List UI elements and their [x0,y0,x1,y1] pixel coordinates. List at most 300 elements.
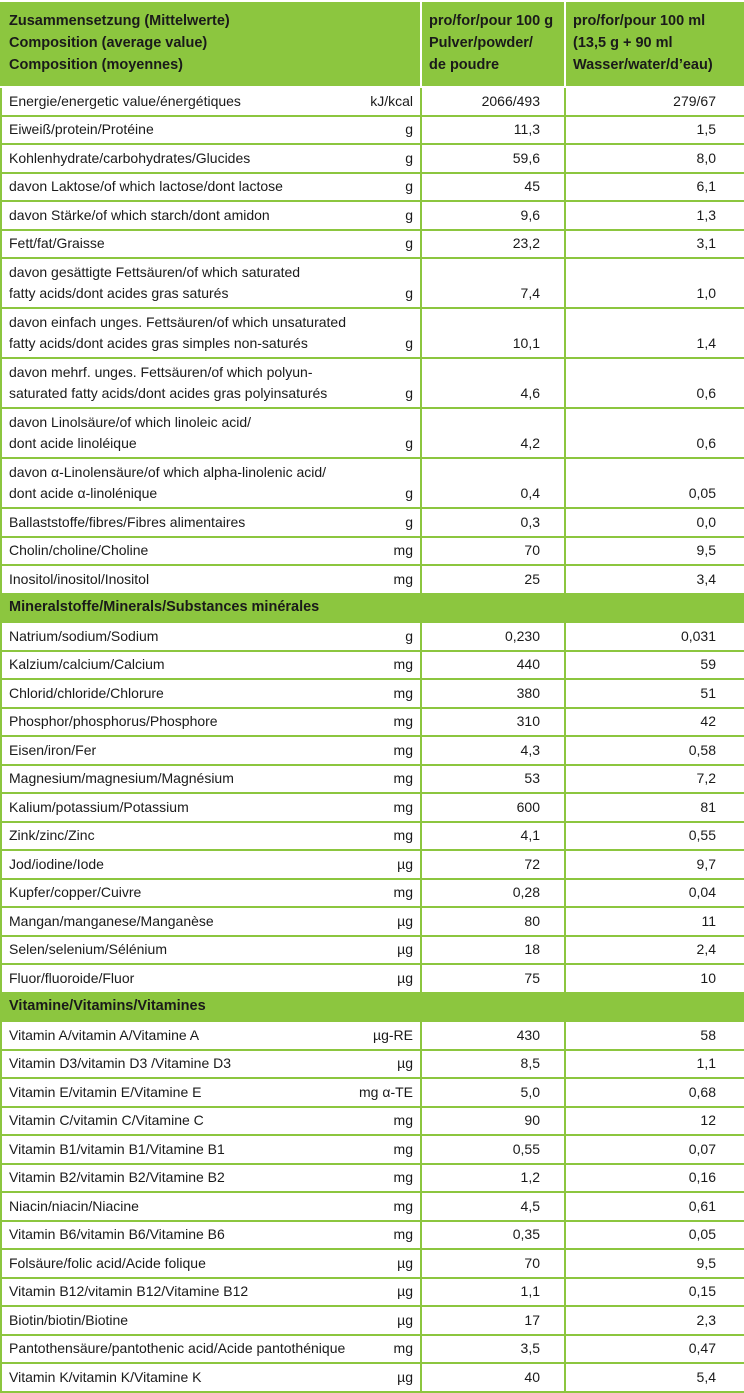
value-per-100g: 0,4 [421,458,565,508]
nutrient-cell [1,708,421,737]
table-row [1,1278,744,1307]
table-row [1,907,744,936]
nutrient-name [9,1253,391,1274]
nutrient-name [9,462,399,504]
nutrient-unit: µg [397,1368,413,1385]
value-per-100g: 25 [421,565,565,594]
nutrient-cell [1,201,421,230]
value-per-100g: 9,6 [421,201,565,230]
nutrient-label [9,768,413,789]
header-composition-line: Composition (average value) [9,35,208,51]
value-per-100ml: 0,47 [565,1335,744,1364]
table-row [1,736,744,765]
nutrient-unit: g [405,206,413,223]
nutrient-label [9,1310,413,1331]
nutrient-label [9,205,413,226]
value-per-100ml: 1,3 [565,201,744,230]
nutrient-name-line: davon einfach unges. Fettsäuren/of which unsaturated [9,314,346,330]
nutrient-label [9,683,413,704]
value-per-100g: 5,0 [421,1078,565,1107]
nutrient-name-line: davon α-Linolensäure/of which alpha-linolenic acid/ [9,464,327,480]
nutrient-name [9,626,399,647]
nutrient-name [9,1196,388,1217]
nutrient-unit: g [405,485,413,501]
nutrient-label [9,854,413,875]
value-per-100ml: 0,68 [565,1078,744,1107]
nutrient-label [9,711,413,732]
nutrient-label [9,1253,413,1274]
nutrient-cell [1,1164,421,1193]
table-row [1,258,744,308]
nutrient-label [9,1139,413,1160]
nutrient-unit: g [405,335,413,351]
nutrient-label [9,412,413,454]
nutrient-name-line: davon Stärke/of which starch/dont amidon [9,206,270,223]
value-per-100g: 2066/493 [421,87,565,116]
value-per-100ml: 0,0 [565,508,744,537]
value-per-100ml: 0,16 [565,1164,744,1193]
nutrient-unit: g [405,435,413,451]
value-per-100ml: 3,4 [565,565,744,594]
table-row [1,1164,744,1193]
nutrient-name [9,569,388,590]
value-per-100ml: 1,0 [565,258,744,308]
table-row [1,679,744,708]
nutrient-label [9,1281,413,1302]
nutrient-name-line: Natrium/sodium/Sodium [9,627,159,644]
value-per-100ml: 81 [565,793,744,822]
value-per-100g: 4,1 [421,822,565,851]
table-row [1,1221,744,1250]
table-row [1,408,744,458]
nutrient-name-line: Niacin/niacin/Niacine [9,1197,139,1214]
value-per-100ml: 279/67 [565,87,744,116]
nutrient-unit: mg [393,542,413,558]
nutrient-name [9,176,399,197]
value-per-100g: 4,5 [421,1192,565,1221]
value-per-100g: 380 [421,679,565,708]
nutrient-label [9,797,413,818]
nutrient-cell [1,87,421,116]
nutrient-unit: kJ/kcal [370,92,413,109]
nutrient-unit: µg [397,1254,413,1271]
value-per-100g: 40 [421,1363,565,1392]
value-per-100ml: 2,3 [565,1306,744,1335]
nutrient-cell [1,508,421,537]
value-per-100g: 11,3 [421,116,565,145]
table-row [1,708,744,737]
table-row [1,1306,744,1335]
nutrient-name-line: Kupfer/copper/Cuivre [9,884,142,900]
nutrient-name [9,911,391,932]
nutrient-name-line: Kalium/potassium/Potassium [9,798,189,815]
nutrient-name-line: Jod/iodine/Iode [9,855,104,872]
value-per-100g: 4,6 [421,358,565,408]
nutrient-name-line: dont acide linoléique [9,435,137,451]
nutrient-name [9,233,399,254]
nutrient-label [9,1053,413,1074]
nutrient-cell [1,458,421,508]
nutrient-label [9,1224,413,1245]
value-per-100ml: 0,6 [565,358,744,408]
nutrient-name [9,205,399,226]
nutrient-cell [1,408,421,458]
nutrient-unit: mg [393,1226,413,1242]
nutrient-name-line: Magnesium/magnesium/Magnésium [9,770,234,786]
nutrient-name-line: dont acide α-linolénique [9,485,158,501]
nutrient-name-line: davon Linolsäure/of which linoleic acid/ [9,414,252,430]
nutrient-cell [1,850,421,879]
value-per-100ml: 8,0 [565,144,744,173]
nutrient-cell [1,116,421,145]
table-row [1,173,744,202]
table-row [1,850,744,879]
value-per-100g: 310 [421,708,565,737]
value-per-100g: 80 [421,907,565,936]
nutrient-unit: g [405,513,413,530]
nutrient-unit: mg [393,570,413,587]
nutrient-name-line: Vitamin A/vitamin A/Vitamine A [9,1026,200,1043]
nutrient-unit: mg [393,1169,413,1185]
nutrient-name [9,854,391,875]
nutrient-name [9,119,399,140]
value-per-100g: 53 [421,765,565,794]
value-per-100ml: 7,2 [565,765,744,794]
nutrient-name-line: Fett/fat/Graisse [9,235,105,251]
nutrient-unit: µg [397,1311,413,1328]
nutrient-cell [1,1249,421,1278]
value-per-100ml: 6,1 [565,173,744,202]
nutrient-name [9,683,388,704]
nutrient-unit: mg [393,1197,413,1214]
table-header-row [1,1,744,87]
nutrient-unit: µg [397,855,413,872]
nutrient-name [9,768,388,789]
value-per-100g: 45 [421,173,565,202]
nutrient-unit: g [405,285,413,301]
nutrient-label [9,1338,413,1359]
value-per-100g: 90 [421,1107,565,1136]
nutrient-cell [1,1278,421,1307]
header-per-100ml-line: Wasser/water/d’eau) [573,57,713,73]
table-row [1,508,744,537]
value-per-100g: 10,1 [421,308,565,358]
nutrient-name-line: saturated fatty acids/dont acides gras polyinsaturés [9,385,328,401]
nutrient-name-line: Mangan/manganese/Manganèse [9,912,214,929]
value-per-100ml: 1,1 [565,1050,744,1079]
value-per-100ml: 0,04 [565,879,744,908]
nutrient-name-line: Vitamin C/vitamin C/Vitamine C [9,1112,204,1128]
nutrient-cell [1,565,421,594]
nutrient-name-line: Inositol/inositol/Inositol [9,570,150,587]
nutrient-name-line: Phosphor/phosphorus/Phosphore [9,713,218,729]
nutrient-name-line: Vitamin B6/vitamin B6/Vitamine B6 [9,1226,225,1242]
value-per-100ml: 11 [565,907,744,936]
nutrient-label [9,1167,413,1188]
nutrient-name-line: Vitamin E/vitamin E/Vitamine E [9,1083,202,1100]
nutrient-name-line: Vitamin B1/vitamin B1/Vitamine B1 [9,1140,225,1157]
nutrient-label [9,1025,413,1046]
nutrient-name-line: Pantothensäure/pantothenic acid/Acide pantothénique [9,1340,346,1356]
nutrient-unit: mg [393,884,413,900]
nutrient-cell [1,822,421,851]
nutrient-name [9,262,399,304]
nutrient-name-line: Ballaststoffe/fibres/Fibres alimentaires [9,513,246,530]
value-per-100g: 1,2 [421,1164,565,1193]
value-per-100g: 70 [421,1249,565,1278]
nutrient-unit: µg [397,969,413,986]
table-row [1,622,744,651]
table-row [1,87,744,116]
value-per-100g: 440 [421,651,565,680]
nutrient-label [9,1196,413,1217]
table-row [1,1192,744,1221]
nutrient-name-line: Vitamin B12/vitamin B12/Vitamine B12 [9,1283,249,1299]
nutrient-name [9,412,399,454]
nutrient-name [9,1310,391,1331]
nutrient-label [9,740,413,761]
nutrient-name [9,825,388,846]
nutrient-unit: mg [393,770,413,786]
nutrient-name [9,1338,388,1359]
nutrient-label [9,626,413,647]
nutrient-label [9,939,413,960]
nutrient-cell [1,173,421,202]
nutrient-label [9,968,413,989]
nutrient-label [9,362,413,404]
nutrient-cell [1,1107,421,1136]
nutrient-name-line: Chlorid/chloride/Chlorure [9,684,164,701]
nutrient-unit: µg [397,941,413,957]
nutrient-name [9,312,399,354]
header-composition-line: Zusammensetzung (Mittelwerte) [9,13,230,29]
table-row [1,879,744,908]
value-per-100g: 23,2 [421,230,565,259]
nutrient-label [9,462,413,504]
value-per-100ml: 12 [565,1107,744,1136]
nutrient-name-line: Vitamin K/vitamin K/Vitamine K [9,1368,202,1385]
nutrient-label [9,119,413,140]
nutrient-label [9,176,413,197]
nutrient-unit: mg [393,741,413,758]
nutrient-label [9,882,413,903]
nutrient-name [9,939,391,960]
value-per-100ml: 5,4 [565,1363,744,1392]
value-per-100g: 0,28 [421,879,565,908]
value-per-100ml: 0,6 [565,408,744,458]
section-title: Vitamine/Vitamins/Vitamines [1,993,744,1022]
nutrient-unit: mg [393,1112,413,1128]
nutrient-name-line: davon gesättigte Fettsäuren/of which saturated [9,264,301,280]
nutrient-cell [1,651,421,680]
value-per-100ml: 58 [565,1021,744,1050]
nutrient-name-line: Biotin/biotin/Biotine [9,1311,129,1328]
table-row [1,565,744,594]
nutrient-label [9,312,413,354]
nutrient-cell [1,765,421,794]
nutrient-unit: mg [393,827,413,843]
header-per-100ml [565,1,744,87]
value-per-100ml: 0,61 [565,1192,744,1221]
table-row [1,1135,744,1164]
value-per-100ml: 9,5 [565,537,744,566]
nutrient-label [9,1367,413,1388]
table-row [1,1107,744,1136]
table-row [1,1335,744,1364]
table-row [1,230,744,259]
value-per-100g: 4,3 [421,736,565,765]
nutrient-name [9,1281,391,1302]
nutrient-unit: mg [393,656,413,672]
nutrient-label [9,911,413,932]
table-row [1,793,744,822]
nutrient-label [9,1110,413,1131]
value-per-100g: 600 [421,793,565,822]
nutrient-name [9,1167,388,1188]
nutrient-label [9,148,413,169]
value-per-100ml: 0,55 [565,822,744,851]
nutrient-cell [1,679,421,708]
nutrient-label [9,233,413,254]
header-per-100g-line: de poudre [429,57,500,73]
nutrient-name-line: Vitamin B2/vitamin B2/Vitamine B2 [9,1169,225,1185]
nutrient-label [9,654,413,675]
value-per-100ml: 59 [565,651,744,680]
value-per-100g: 17 [421,1306,565,1335]
nutrient-label [9,540,413,561]
nutrient-cell [1,308,421,358]
nutrient-unit: g [405,121,413,137]
section-title: Mineralstoffe/Minerals/Substances minérales [1,594,744,623]
nutrient-unit: µg-RE [373,1026,413,1043]
table-row [1,1050,744,1079]
value-per-100ml: 2,4 [565,936,744,965]
table-row [1,1078,744,1107]
nutrient-name-line: Kohlenhydrate/carbohydrates/Glucides [9,149,251,166]
nutrient-unit: g [405,627,413,644]
value-per-100g: 0,55 [421,1135,565,1164]
nutrient-unit: µg [397,1055,413,1071]
nutrient-name [9,1224,388,1245]
value-per-100g: 1,1 [421,1278,565,1307]
value-per-100ml: 0,031 [565,622,744,651]
header-per-100ml-line: (13,5 g + 90 ml [573,35,673,51]
value-per-100ml: 3,1 [565,230,744,259]
nutrient-unit: mg [393,1140,413,1157]
value-per-100g: 18 [421,936,565,965]
nutrient-name-line: Kalzium/calcium/Calcium [9,656,165,672]
nutrient-cell [1,736,421,765]
nutrient-name [9,740,388,761]
section-header-row [1,594,744,623]
value-per-100ml: 9,7 [565,850,744,879]
nutrient-cell [1,1021,421,1050]
value-per-100ml: 0,15 [565,1278,744,1307]
value-per-100g: 72 [421,850,565,879]
nutrient-cell [1,1135,421,1164]
value-per-100ml: 0,58 [565,736,744,765]
value-per-100g: 70 [421,537,565,566]
table-row [1,201,744,230]
nutrient-label [9,1082,413,1103]
nutrient-name-line: Fluor/fluoroide/Fluor [9,969,135,986]
nutrient-cell [1,1363,421,1392]
nutrient-label [9,91,413,112]
value-per-100ml: 51 [565,679,744,708]
nutrient-name [9,654,388,675]
table-row [1,1363,744,1392]
value-per-100g: 7,4 [421,258,565,308]
header-per-100g-line: pro/for/pour 100 g [429,13,554,29]
value-per-100ml: 42 [565,708,744,737]
table-row [1,458,744,508]
nutrient-name [9,1139,388,1160]
nutrient-name [9,1025,367,1046]
nutrient-cell [1,1221,421,1250]
nutrient-unit: g [405,149,413,166]
nutrient-name [9,711,388,732]
nutrient-label [9,262,413,304]
table-row [1,358,744,408]
value-per-100ml: 1,5 [565,116,744,145]
nutrient-name-line: Eisen/iron/Fer [9,741,97,758]
table-row [1,116,744,145]
nutrient-cell [1,1050,421,1079]
nutrient-name-line: davon Laktose/of which lactose/dont lactose [9,178,283,194]
nutrient-name [9,1367,391,1388]
value-per-100g: 0,35 [421,1221,565,1250]
table-row [1,308,744,358]
table-row [1,1249,744,1278]
nutrient-name-line: Zink/zinc/Zinc [9,827,95,843]
nutrient-cell [1,1335,421,1364]
nutrient-unit: µg [397,1283,413,1299]
nutrient-cell [1,793,421,822]
nutrient-name [9,540,388,561]
table-row [1,651,744,680]
value-per-100ml: 1,4 [565,308,744,358]
nutrient-unit: mg [393,1340,413,1356]
nutrient-unit: g [405,385,413,401]
value-per-100g: 75 [421,964,565,993]
nutrient-unit: mg [393,798,413,815]
nutrient-name [9,148,399,169]
nutrient-label [9,825,413,846]
nutrient-cell [1,879,421,908]
nutrient-cell [1,1078,421,1107]
nutrient-name [9,968,391,989]
nutrient-name [9,362,399,404]
nutrient-label [9,569,413,590]
nutrient-name-line: fatty acids/dont acides gras simples non-saturés [9,335,308,351]
value-per-100ml: 0,07 [565,1135,744,1164]
table-row [1,765,744,794]
nutrient-cell [1,964,421,993]
nutrient-cell [1,1306,421,1335]
nutrient-name-line: Vitamin D3/vitamin D3 /Vitamine D3 [9,1055,232,1071]
value-per-100g: 430 [421,1021,565,1050]
table-row [1,144,744,173]
header-per-100g [421,1,565,87]
value-per-100ml: 10 [565,964,744,993]
nutrition-table-body [1,1,744,1392]
nutrient-name [9,91,364,112]
value-per-100ml: 0,05 [565,458,744,508]
table-row [1,936,744,965]
nutrient-cell [1,936,421,965]
nutrient-unit: mg [393,713,413,729]
nutrient-name-line: fatty acids/dont acides gras saturés [9,285,229,301]
